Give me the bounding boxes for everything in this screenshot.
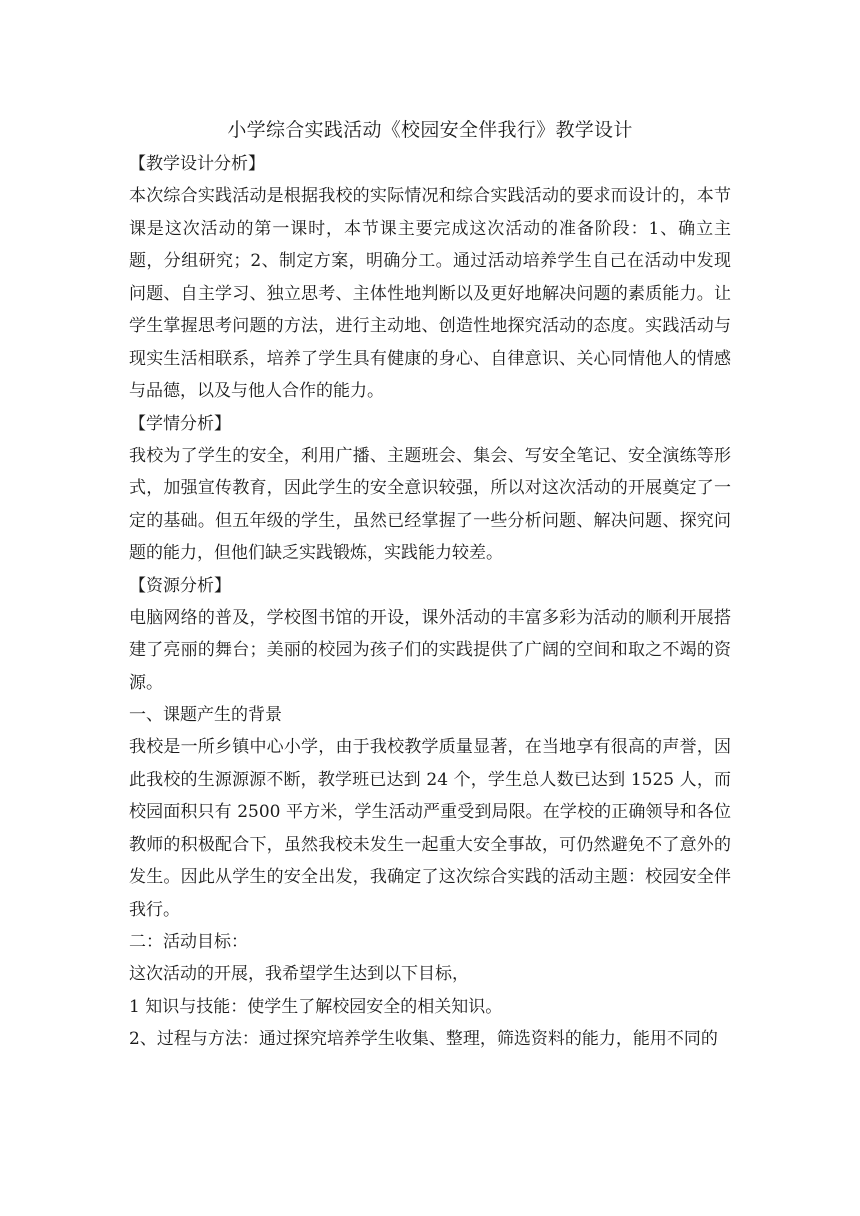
section-text-design-analysis: 本次综合实践活动是根据我校的实际情况和综合实践活动的要求而设计的，本节课是这次活动的第一课时，本节课主要完成这次活动的准备阶段：1、确立主题，分组研究；2、制定方案，明确分工。通过活动培养学生自己在活动中发现问题、自主学习、独立思考、主体性地判断以及更好地解决问题的素质能力。让学生掌握思考问题的方法，进行主动地、创造性地探究活动的态度。实践活动与现实生活相联系，培养了学生具有健康的身心、自律意识、关心同情他人的情感与品德，以及与他人合作的能力。 <box>129 186 731 401</box>
section-text-resource-analysis: 电脑网络的普及，学校图书馆的开设，课外活动的丰富多彩为活动的顺利开展搭建了亮丽的舞台；美丽的校园为孩子们的实践提供了广阔的空间和取之不竭的资源。 <box>129 607 731 693</box>
goal-item-knowledge: 1 知识与技能：使学生了解校园安全的相关知识。 <box>129 996 503 1017</box>
section-text-background: 我校是一所乡镇中心小学，由于我校教学质量显著，在当地享有很高的声誉，因此我校的生源源源不断，教学班已达到 24 个，学生总人数已达到 1525 人，而校园面积只有 2500 平方米，学生活动严重受到局限。在学校的正确领导和各位教师的积极配合下，虽然我校未发生一起重大安全事故，可仍然避免不了意外的发生。因此从学生的安全出发，我确定了这次综合实践的活动主题：校园安全伴我行。 <box>129 737 731 920</box>
document-title: 小学综合实践活动《校园安全伴我行》教学设计 <box>227 119 633 141</box>
section-heading-goals: 二：活动目标： <box>129 932 248 952</box>
section-text-goals-intro: 这次活动的开展，我希望学生达到以下目标， <box>129 964 469 984</box>
document-page <box>129 112 731 1056</box>
section-heading-background: 一、课题产生的背景 <box>129 705 282 725</box>
section-heading-resource-analysis: 【资源分析】 <box>129 575 231 596</box>
section-text-student-analysis: 我校为了学生的安全，利用广播、主题班会、集会、写安全笔记、安全演练等形式，加强宣传教育，因此学生的安全意识较强，所以对这次活动的开展奠定了一定的基础。但五年级的学生，虽然已经掌握了一些分析问题、解决问题、探究问题的能力，但他们缺乏实践锻炼，实践能力较差。 <box>129 445 731 563</box>
section-heading-design-analysis: 【教学设计分析】 <box>129 154 265 174</box>
section-heading-student-analysis: 【学情分析】 <box>129 413 231 434</box>
goal-item-process: 2、过程与方法：通过探究培养学生收集、整理，筛选资料的能力，能用不同的 <box>129 1029 718 1049</box>
